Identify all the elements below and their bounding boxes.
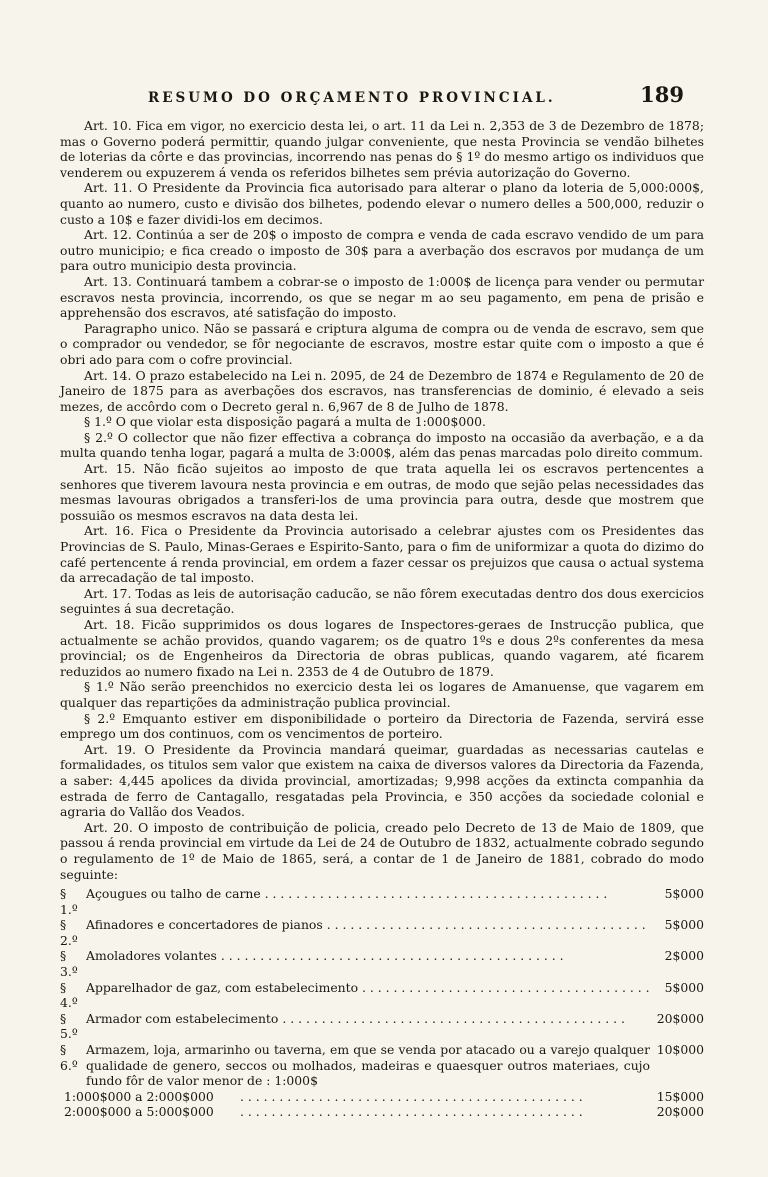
bracket-range: 2:000$000 a 5:000$000 — [64, 1104, 214, 1120]
tax-item — [60, 980, 704, 1011]
tax-item — [60, 1042, 704, 1089]
paragraph: Art. 13. Continuará tambem a cobrar-se o imposto de 1:000$ de licença para vender ou permutar escravos nesta provincia, incorrendo, os que se negar m ao seu pagamento, em pena de prisão e apprehensão dos escravos, até satisfação do imposto. — [60, 273, 704, 321]
item-section: § 2.º — [60, 917, 78, 948]
value-bracket-row — [60, 1089, 704, 1105]
page-number: 189 — [640, 82, 684, 107]
item-section: § 6.º — [60, 1042, 78, 1073]
item-label: Armador com estabelecimento . . . — [86, 1011, 650, 1027]
paragraph: Art. 12. Continúa a ser de 20$ o imposto de compra e venda de cada escravo vendido de um para outro municipio; e fica creado o imposto de 30$ para a averbação dos escravos por mudança de um para outro municipio desta provincia. — [60, 227, 704, 274]
item-amount: 5$000 — [664, 886, 704, 902]
paragraph: § 1.º O que violar esta disposição pagará a multa de 1:000$000. — [84, 414, 486, 430]
page-header — [112, 82, 684, 107]
item-label: Açougues ou talho de carne . . . — [86, 886, 650, 902]
dot-leader — [240, 1089, 650, 1105]
item-label: Armazem, loja, armarinho ou taverna, em que se venda por atacado ou a varejo qualquer qualidade de genero, seccos ou molhados, madeiras e quaesquer outros materiaes, cujo fundo fôr de valor menor de : 1:000$ — [86, 1042, 650, 1089]
paragraph: § 2.º O collector que não fizer effectiva a cobrança do imposto na occasião da averbação, e a da multa quando tenha logar, pagará a multa de 3:000$, além das penas marcadas polo direito commum. — [60, 429, 704, 461]
tax-item — [60, 917, 704, 948]
item-amount: 20$000 — [656, 1010, 704, 1026]
item-amount: 5$000 — [664, 979, 704, 995]
item-amount: 10$000 — [656, 1042, 704, 1058]
tax-item — [60, 1011, 704, 1042]
paragraph: Art. 19. O Presidente da Provincia mandará queimar, guardadas as necessarias cautelas e formalidades, os titulos sem valor que existem na caixa de diversos valores da Directoria da Fazenda, a saber: 4,445 apolices da divida provincial, amortizadas; 9,998 acções da extincta companhia da estrada de ferro de Cantagallo, resgatadas pela Provincia, e 350 acções da sociedade colonial e agraria do Vallão dos Veados. — [60, 741, 704, 820]
bracket-amount: 15$000 — [656, 1088, 704, 1104]
item-amount: 5$000 — [664, 917, 704, 933]
body-text — [60, 118, 704, 1120]
paragraph: § 2.º Emquanto estiver em disponibilidade o porteiro da Directoria de Fazenda, servirá esse emprego um dos continuos, com os vencimentos de porteiro. — [60, 710, 704, 742]
item-label: Amoladores volantes . . . — [86, 948, 650, 964]
tax-item — [60, 948, 704, 979]
item-label: Afinadores e concertadores de pianos . . . — [86, 917, 650, 933]
item-section: § 1.º — [60, 886, 78, 917]
item-section: § 3.º — [60, 948, 78, 980]
paragraph: Art. 15. Não ficão sujeitos ao imposto de que trata aquella lei os escravos pertencentes a senhores que tiverem lavoura nesta provincia e em outras, de modo que sejão pelas necessidades das mesmas lavouras obrigados a transferi-los de uma provincia para outra, desde que mostrem que possuião os mesmos escravos na data desta lei. — [60, 461, 704, 523]
tax-item-list — [60, 886, 704, 1120]
paragraph: Art. 17. Todas as leis de autorisação caducão, se não fôrem executadas dentro dos dous exercicios seguintes á sua decretação. — [60, 585, 704, 617]
item-section: § 5.º — [60, 1010, 78, 1042]
paragraph: Paragrapho unico. Não se passará e criptura alguma de compra ou de venda de escravo, sem que o comprador ou vendedor, se fôr negociante de escravos, mostre estar quite com o imposto a que é obri ado para com o cofre provincial. — [60, 320, 704, 367]
paragraph: Art. 18. Ficão supprimidos os dous logares de Inspectores-geraes de Instrucção publica, que actualmente se achão providos, quando vagarem; os de quatro 1ºs e dous 2ºs conferentes da mesa provincial; os de Engenheiros da Directoria de obras publicas, quando vagarem, até ficarem reduzidos ao numero fixado na Lei n. 2353 de 4 de Outubro de 1879. — [60, 617, 704, 679]
paragraph: Art. 16. Fica o Presidente da Provincia autorisado a celebrar ajustes com os Presidentes das Provincias de S. Paulo, Minas-Geraes e Espirito-Santo, para o fim de uniformizar a quota do dizimo do café pertencente á renda provincial, em ordem a fazer cessar os prejuizos que causa o actual systema da arrecadação de tal imposto. — [60, 523, 704, 586]
paragraph: § 1.º Não serão preenchidos no exercicio desta lei os logares de Amanuense, que vagarem em qualquer das repartições da administração publica provincial. — [60, 679, 704, 710]
tax-item — [60, 886, 704, 917]
paragraph: Art. 10. Fica em vigor, no exercicio desta lei, o art. 11 da Lei n. 2,353 de 3 de Dezembro de 1878; mas o Governo poderá permittir, quando julgar conveniente, que nesta Provincia se vendão bilhetes de loterias da côrte e das provincias, incorrendo nas penas do § 1º do mesmo artigo os individuos que venderem ou expuzerem á venda os referidos bilhetes sem prévia autorização do Governo. — [60, 118, 704, 180]
running-title: RESUMO DO ORÇAMENTO PROVINCIAL. — [148, 90, 556, 106]
bracket-amount: 20$000 — [656, 1104, 704, 1120]
item-label: Apparelhador de gaz, com estabelecimento . . . — [86, 980, 650, 996]
paragraph: Art. 11. O Presidente da Provincia fica autorisado para alterar o plano da loteria de 5,000:000$, quanto ao numero, custo e divisão dos bilhetes, podendo elevar o numero delles a 500,000, reduzir o custo a 10$ e fazer dividi-los em decimos. — [60, 180, 704, 227]
value-bracket-row — [60, 1104, 704, 1120]
item-section: § 4.º — [60, 979, 78, 1011]
item-amount: 2$000 — [664, 948, 704, 964]
dot-leader — [240, 1104, 650, 1120]
paragraph: Art. 20. O imposto de contribuição de policia, creado pelo Decreto de 13 de Maio de 1809, que passou á renda provincial em virtude da Lei de 24 de Outubro de 1832, actualmente cobrado segundo o regulamento de 1º de Maio de 1865, será, a contar de 1 de Janeiro de 1881, cobrado do modo seguinte: — [60, 819, 704, 882]
bracket-range: 1:000$000 a 2:000$000 — [64, 1088, 214, 1104]
paragraph: Art. 14. O prazo estabelecido na Lei n. 2095, de 24 de Dezembro de 1874 e Regulamento de 20 de Janeiro de 1875 para as averbações dos escravos, nas transferencias de dominio, é elevado a seis mezes, de accôrdo com o Decreto geral n. 6,967 de 8 de Julho de 1878. — [60, 367, 704, 414]
